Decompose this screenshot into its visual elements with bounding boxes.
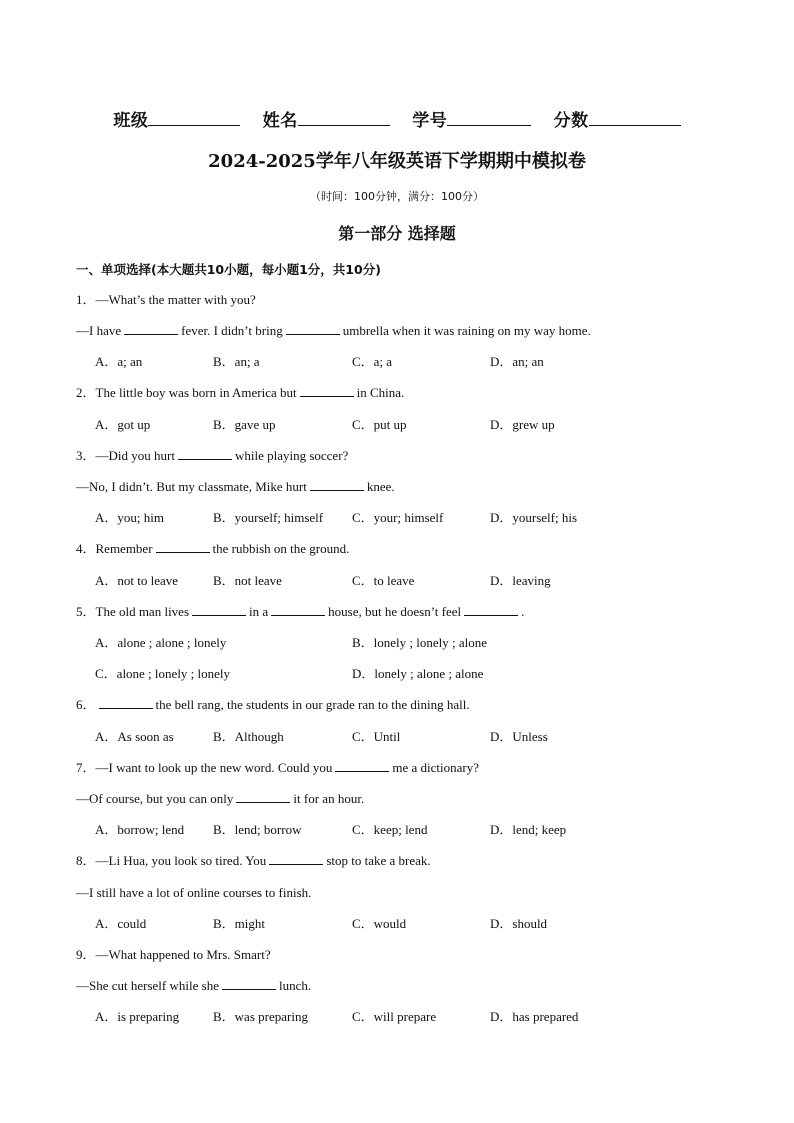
question-text: 8．—Li Hua, you look so tired. You: [76, 853, 267, 868]
class-field[interactable]: [148, 114, 240, 126]
question-line: [76, 946, 271, 964]
answer-blank[interactable]: [286, 323, 340, 335]
answer-option[interactable]: A．could: [95, 916, 147, 931]
part-title: 第一部分 选择题: [338, 224, 456, 243]
answer-blank[interactable]: [236, 791, 290, 803]
answer-option[interactable]: D．has prepared: [490, 1009, 579, 1024]
question-text: in a: [249, 604, 269, 619]
question-line: [76, 478, 395, 496]
answer-option[interactable]: B．was preparing: [213, 1009, 308, 1024]
answer-option[interactable]: A．is preparing: [95, 1009, 180, 1024]
question-text: while playing soccer?: [234, 448, 349, 463]
question-line: [76, 291, 256, 309]
score-label: 分数: [553, 111, 589, 131]
id-label: 学号: [412, 111, 448, 131]
question-line: [76, 977, 311, 995]
name-field[interactable]: [298, 114, 390, 126]
question-line: [76, 852, 431, 870]
answer-option[interactable]: C．to leave: [352, 573, 415, 588]
answer-option[interactable]: B．might: [213, 916, 266, 931]
answer-blank[interactable]: [222, 978, 276, 990]
answer-option[interactable]: A．alone ; alone ; lonely: [95, 635, 227, 650]
answer-option[interactable]: B．Although: [213, 729, 284, 744]
question-line: [76, 322, 591, 340]
student-info-header: [0, 106, 794, 131]
question-text: —Of course, but you can only: [76, 791, 234, 806]
question-text: umbrella when it was raining on my way home.: [342, 323, 591, 338]
answer-option[interactable]: B．lonely ; lonely ; alone: [352, 635, 488, 650]
answer-option[interactable]: D．yourself; his: [490, 510, 578, 525]
question-text: .: [521, 604, 525, 619]
answer-option[interactable]: D．grew up: [490, 417, 555, 432]
answer-option[interactable]: A．As soon as: [95, 729, 174, 744]
question-text: me a dictionary?: [392, 760, 480, 775]
question-text: 4．Remember: [76, 541, 153, 556]
question-line: [76, 790, 364, 808]
answer-option[interactable]: C．would: [352, 916, 407, 931]
exam-subtitle: （时间：100分钟，满分：100分）: [310, 190, 484, 203]
class-label: 班级: [113, 111, 149, 131]
question-text: knee.: [366, 479, 395, 494]
question-text: stop to take a break.: [326, 853, 431, 868]
answer-option[interactable]: B．gave up: [213, 417, 276, 432]
score-field[interactable]: [589, 114, 681, 126]
question-text: 6．: [76, 697, 96, 712]
answer-option[interactable]: A．borrow; lend: [95, 822, 185, 837]
answer-option[interactable]: B．yourself; himself: [213, 510, 324, 525]
question-line: [76, 696, 470, 714]
answer-blank[interactable]: [335, 760, 389, 772]
name-label: 姓名: [262, 111, 298, 131]
question-text: 2．The little boy was born in America but: [76, 385, 297, 400]
question-text: in China.: [356, 385, 405, 400]
question-line: [76, 759, 479, 777]
question-text: it for an hour.: [293, 791, 365, 806]
id-field[interactable]: [447, 114, 531, 126]
answer-option[interactable]: B．not leave: [213, 573, 282, 588]
answer-option[interactable]: C．will prepare: [352, 1009, 437, 1024]
answer-blank[interactable]: [271, 604, 325, 616]
answer-option[interactable]: D．should: [490, 916, 548, 931]
answer-option[interactable]: D．lend; keep: [490, 822, 567, 837]
answer-option[interactable]: C．keep; lend: [352, 822, 428, 837]
answer-blank[interactable]: [269, 853, 323, 865]
question-text: —I still have a lot of online courses to finish.: [76, 885, 312, 900]
answer-option[interactable]: B．an; a: [213, 354, 260, 369]
question-line: [76, 447, 348, 465]
section-title: 一、单项选择(本大题共10小题，每小题1分，共10分): [76, 262, 381, 277]
question-text: —No, I didn’t. But my classmate, Mike hurt: [76, 479, 307, 494]
exam-title: 2024-2025学年八年级英语下学期期中模拟卷: [208, 151, 586, 172]
question-line: [76, 540, 349, 558]
question-text: 1．—What’s the matter with you?: [76, 292, 256, 307]
answer-blank[interactable]: [178, 448, 232, 460]
answer-option[interactable]: C．Until: [352, 729, 401, 744]
answer-option[interactable]: D．an; an: [490, 354, 544, 369]
question-text: —I have: [76, 323, 122, 338]
answer-option[interactable]: A．not to leave: [95, 573, 179, 588]
answer-option[interactable]: C．put up: [352, 417, 407, 432]
answer-option[interactable]: D．leaving: [490, 573, 551, 588]
answer-option[interactable]: B．lend; borrow: [213, 822, 302, 837]
answer-option[interactable]: A．a; an: [95, 354, 143, 369]
answer-blank[interactable]: [192, 604, 246, 616]
answer-blank[interactable]: [300, 385, 354, 397]
question-text: house, but he doesn’t feel: [328, 604, 462, 619]
question-line: [76, 384, 404, 402]
answer-option[interactable]: D．Unless: [490, 729, 548, 744]
question-text: 3．—Did you hurt: [76, 448, 175, 463]
question-text: —She cut herself while she: [76, 978, 219, 993]
answer-option[interactable]: C．alone ; lonely ; lonely: [95, 666, 231, 681]
answer-option[interactable]: A．you; him: [95, 510, 164, 525]
question-text: 7．—I want to look up the new word. Could you: [76, 760, 333, 775]
question-text: the bell rang, the students in our grade ran to the dining hall.: [155, 697, 470, 712]
question-text: lunch.: [278, 978, 312, 993]
question-text: 9．—What happened to Mrs. Smart?: [76, 947, 271, 962]
answer-option[interactable]: C．a; a: [352, 354, 393, 369]
answer-option[interactable]: D．lonely ; alone ; alone: [352, 666, 484, 681]
question-text: 5．The old man lives: [76, 604, 190, 619]
question-line: [76, 884, 311, 902]
question-line: [76, 603, 524, 621]
answer-blank[interactable]: [310, 479, 364, 491]
answer-blank[interactable]: [99, 697, 153, 709]
answer-blank[interactable]: [156, 541, 210, 553]
answer-option[interactable]: A．got up: [95, 417, 151, 432]
answer-blank[interactable]: [124, 323, 178, 335]
answer-option[interactable]: C．your; himself: [352, 510, 444, 525]
question-text: the rubbish on the ground.: [212, 541, 350, 556]
question-text: fever. I didn’t bring: [181, 323, 283, 338]
answer-blank[interactable]: [464, 604, 518, 616]
